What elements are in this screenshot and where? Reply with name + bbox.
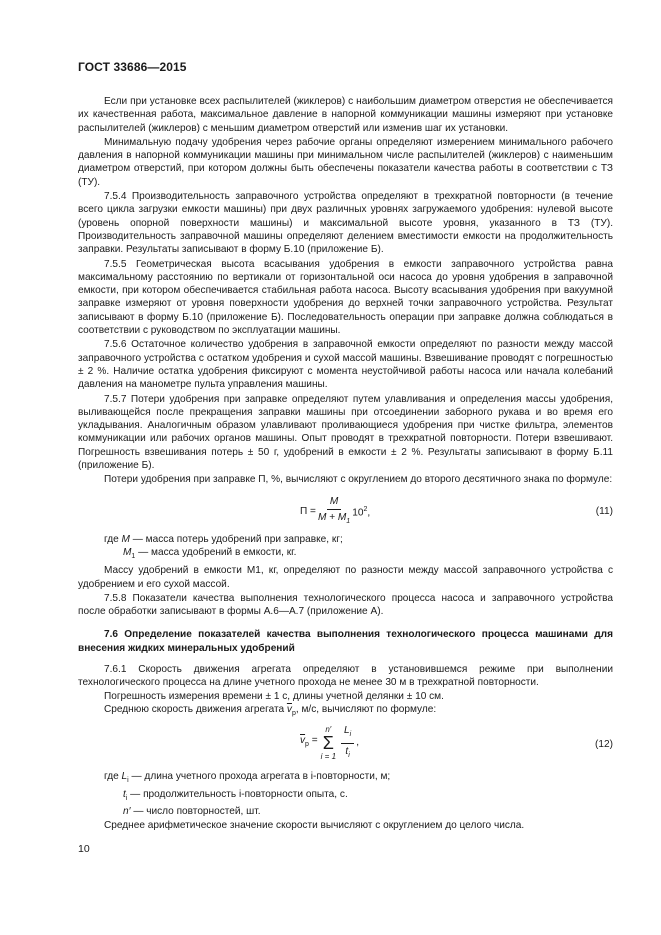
formula-factor: $10^2$, — [352, 506, 371, 519]
paragraph: Среднее арифметическое значение скорости вычисляют с округлением до целого числа. — [104, 820, 525, 832]
paragraph-7-5-6: 7.5.6 Остаточное количество удобрения в заправочной емкости определяют по разности между массой заправочного устройства с остатком удобрения и сухой массой машины. Взвешивание проводят с погрешностью ± 2 %. Наличие остатка удобрения фиксируют с момента неустойчивой работы насоса или начала колебаний давления на манометре пульта управления машины. — [78, 339, 613, 391]
paragraph: Массу удобрений в емкости M1, кг, определяют по разности между массой заправочного устройства с удобрением и его сухой массой. — [78, 565, 613, 590]
formula-number: (12) — [595, 739, 613, 751]
page-content — [78, 95, 613, 832]
paragraph-7-5-7: 7.5.7 Потери удобрения при заправке определяют путем улавливания и определения массы удобрения, выливающейся после прекращения заправки машины при отсоединении заборного рукава и во время его укладывания. Аналогичным образом улавливают проливающиеся удобрения при чистке фильтра, элементов коммуникации или рабочих органов машины. Опыт проводят в трехкратной повторности. Потери взвешивают. Погрешность взвешивания потерь ± 50 г, удобрений в емкости ± 2 %. Результаты записывают в форму Б.11 (приложение Б). — [78, 393, 613, 472]
paragraph: Потери удобрения при заправке П, %, вычисляют с округлением до второго десятичного знака по формуле: — [104, 474, 613, 486]
formula-fraction — [318, 495, 350, 529]
formula-lhs: П = — [300, 505, 316, 517]
paragraph: Погрешность измерения времени ± 1 с, длины учетной делянки ± 10 см. — [104, 690, 444, 702]
formula-12: $\overline{v}_p$ = n′ Σ i = 1 $\frac{L_i}{t_i}$ , (12) — [300, 725, 613, 762]
legend-item: $M_1$ — масса удобрений в емкости, кг. — [123, 546, 297, 560]
document-header: ГОСТ 33686—2015 — [78, 60, 187, 74]
paragraph-7-5-8: 7.5.8 Показатели качества выполнения технологического процесса насоса и заправочного устройства после обработки записывают в формы А.6—А.7 (приложение А). — [78, 592, 613, 618]
paragraph-7-5-4: 7.5.4 Производительность заправочного устройства определяют в трехкратной повторности (в течение всего цикла загрузки емкости машины) при двух различных уровнях загружаемого удобрения: нулевой высоте (уровень опорной поверхности машины) и максимальной высоте уровня, указанного в ТЗ (ТУ). Производительность заправочной машины определяют делением вместимости емкости на продолжительность заправки. Результаты записывают в форму Б.10 (приложение Б). — [78, 191, 613, 256]
sum-symbol: n′ Σ i = 1 — [320, 725, 337, 762]
paragraph: Минимальную подачу удобрения через рабочие органы определяют измерением минимального рабочего давления в напорной коммуникации машины при минимальном числе распылителей (жиклеров) с наименьшим диаметром отверстий, при котором должны быть обеспечены показатели качества работы в соответствии с ТЗ (ТУ). — [78, 136, 613, 188]
formula-denominator: $M + M_1$ — [317, 511, 351, 525]
paragraph-7-5-5: 7.5.5 Геометрическая высота всасывания удобрения в емкости заправочного устройства равна максимальному расстоянию по вертикали от горизонтальной оси насоса до уровня удобрения в заправочной емкости, при котором обеспечивается стабильная работа насоса. Высоту всасывания удобрения при вакуумной заправке измеряют от уровня поверхности удобрения до верхней точки заправочного устройства. Результат записывают в форму Б.10 (приложение Б). Последовательность операции при заправке должна соблюдаться в соответствии с руководством по эксплуатации машины. — [78, 258, 613, 337]
legend-item: n′ — число повторностей, шт. — [123, 805, 261, 817]
legend-item: $t_i$ — продолжительность i-повторности опыта, с. — [123, 788, 348, 802]
page-number: 10 — [78, 843, 90, 855]
paragraph: Среднюю скорость движения агрегата $\overline{v}_p$, м/с, вычисляют по формуле: — [104, 703, 437, 717]
formula-11 — [78, 493, 613, 529]
paragraph: Если при установке всех распылителей (жиклеров) с наибольшим диаметром отверстия не обеспечивается их качественная работа, максимальное давление в напорной коммуникации машины измеряют при установке распылителей (жиклеров) с меньшим диаметром отверстий или изменив шаг их установки. — [78, 96, 613, 134]
paragraph-7-6-1: 7.6.1 Скорость движения агрегата определяют в установившемся режиме при выполнении технологического процесса на длине учетного прохода не менее 30 м в трехкратной повторности. — [78, 664, 613, 689]
formula-fraction: $\frac{L_i}{t_i}$ — [341, 724, 354, 762]
section-heading-7-6: 7.6 Определение показателей качества выполнения технологического процесса машинами для внесения жидких минеральных удобрений — [78, 629, 613, 654]
formula-numerator: M — [327, 495, 341, 510]
legend-item: где M — масса потерь удобрений при заправке, кг; — [104, 533, 343, 545]
formula-lhs: $\overline{v}_p$ = — [300, 735, 318, 749]
legend-item: где $L_i$ — длина учетного прохода агрегата в i-повторности, м; — [104, 771, 391, 785]
formula-number: (11) — [595, 505, 613, 517]
